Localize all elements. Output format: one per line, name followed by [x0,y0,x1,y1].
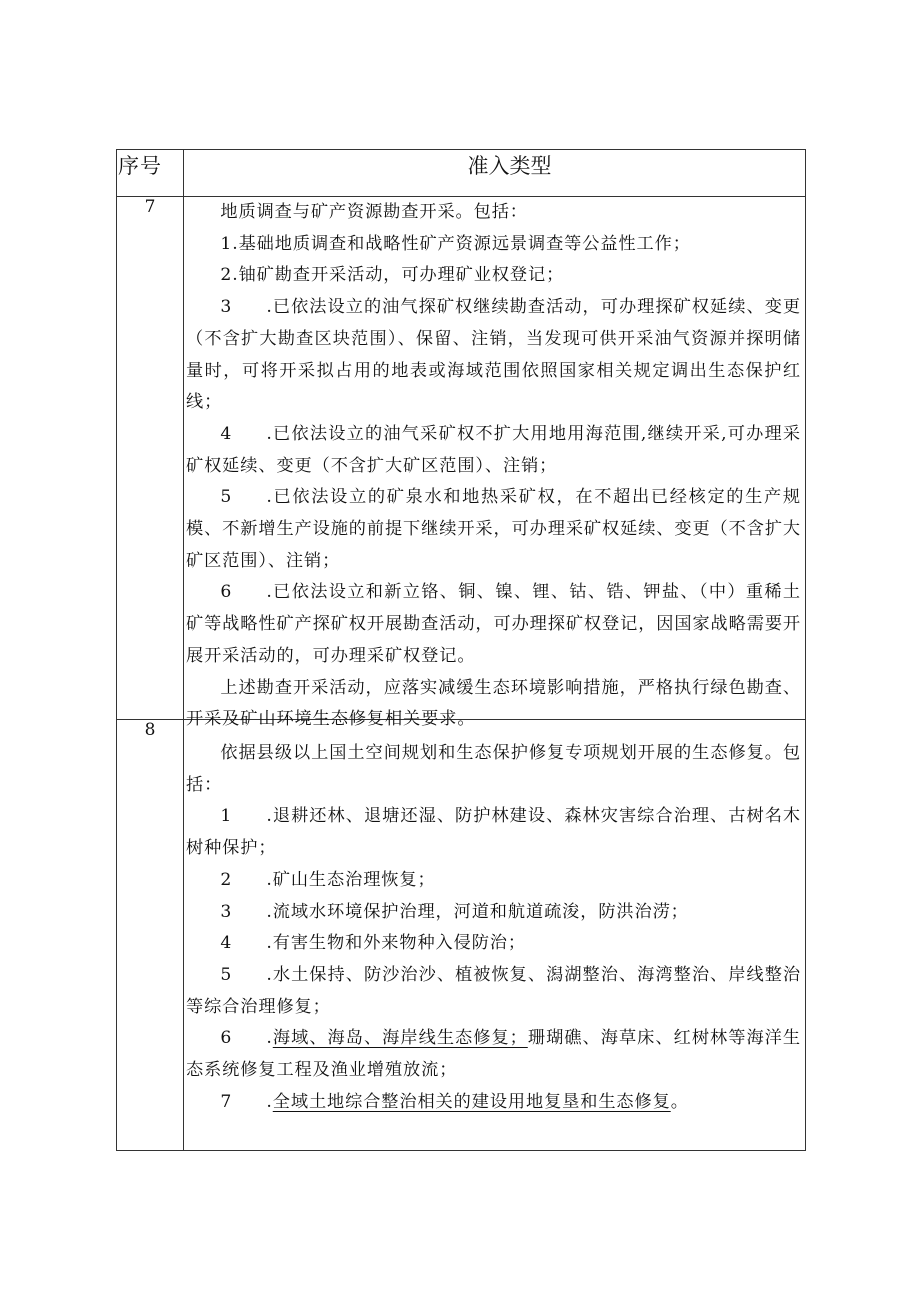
row-content-7 [184,197,806,730]
item-text: .退耕还林、退塘还湿、防护林建设、森林灾害综合治理、古树名木树种保护； [186,806,801,859]
item-text: .矿山生态治理恢复； [266,869,436,890]
item-number: 7 [220,1091,233,1112]
item-text: .水土保持、防沙治沙、植被恢复、潟湖整治、海湾整治、岸线整治等综合治理修复； [186,964,801,1017]
item-text: .流域水环境保护治理，河道和航道疏浚，防洪治涝； [266,901,689,922]
list-item [186,577,801,672]
item-number: 5 [220,964,233,985]
item-number: 6 [220,1028,233,1049]
item-number: 4 [220,933,233,954]
header-seq: 序号 [117,150,184,197]
list-item [186,1023,801,1086]
underlined-text: 海域、海岛、海岸线生态修复； [272,1028,528,1049]
table-row [117,720,806,1151]
list-item [186,419,801,482]
row-seq-8: 8 [117,720,184,1151]
list-item [186,801,801,864]
item-number: 4 [220,423,233,444]
item-text: 。 [670,1091,689,1112]
item-number: 5 [220,487,233,508]
list-item [186,897,801,929]
row-closing: 上述勘查开采活动，应落实减缓生态环境影响措施，严格执行绿色勘查、开采及矿山环境生态修复相关要求。 [186,677,801,730]
item-number: 1 [220,806,233,827]
row-intro: 地质调查与矿产资源勘查开采。包括： [220,202,528,222]
list-item [186,292,801,419]
list-item [186,928,801,960]
item-number: 6 [220,582,233,603]
item-text-prefix: . [266,1091,273,1112]
access-type-table [116,149,806,1151]
table-header-row [117,150,806,197]
item-text: .已依法设立的油气采矿权不扩大用地用海范围,继续开采,可办理采矿权延续、变更（不含扩大矿区范围）、注销； [186,423,801,476]
list-item: 2.铀矿勘查开采活动，可办理矿业权登记； [220,265,565,286]
item-text: .已依法设立的矿泉水和地热采矿权，在不超出已经核定的生产规模、不新增生产设施的前提下继续开采，可办理采矿权延续、变更（不含扩大矿区范围）、注销； [186,487,801,571]
list-item [186,1087,801,1119]
item-text: .有害生物和外来物种入侵防治； [266,933,526,954]
underlined-text: 全域土地综合整治相关的建设用地复垦和生态修复 [272,1091,671,1112]
item-number: 3 [220,901,233,922]
item-text: .已依法设立和新立铬、铜、镍、锂、钴、锆、钾盐、（中）重稀土矿等战略性矿产探矿权开展勘查活动，可办理探矿权登记，因国家战略需要开展开采活动的，可办理采矿权登记。 [186,582,801,666]
item-text: 珊瑚礁、海草床、红树林等海洋生态系统修复工程及渔业增殖放流； [186,1028,801,1081]
item-text: .已依法设立的油气探矿权继续勘查活动，可办理探矿权延续、变更（不含扩大勘查区块范围）、保留、注销，当发现可供开采油气资源并探明储量时，可将开采拟占用的地表或海域范围依照国家相关规定调出生态保护红线； [186,297,801,413]
header-type: 准入类型 [184,150,806,197]
row-content-8 [184,720,806,1151]
row-seq-7: 7 [117,197,184,720]
item-number: 2 [220,869,233,890]
list-item [186,482,801,577]
row-intro: 依据县级以上国土空间规划和生态保护修复专项规划开展的生态修复。包括： [186,743,801,795]
list-item: 1.基础地质调查和战略性矿产资源远景调查等公益性工作； [220,233,691,254]
item-number: 3 [220,297,233,318]
list-item [186,865,801,897]
table-row [117,197,806,720]
item-text-prefix: . [266,1028,273,1049]
list-item [186,960,801,1023]
